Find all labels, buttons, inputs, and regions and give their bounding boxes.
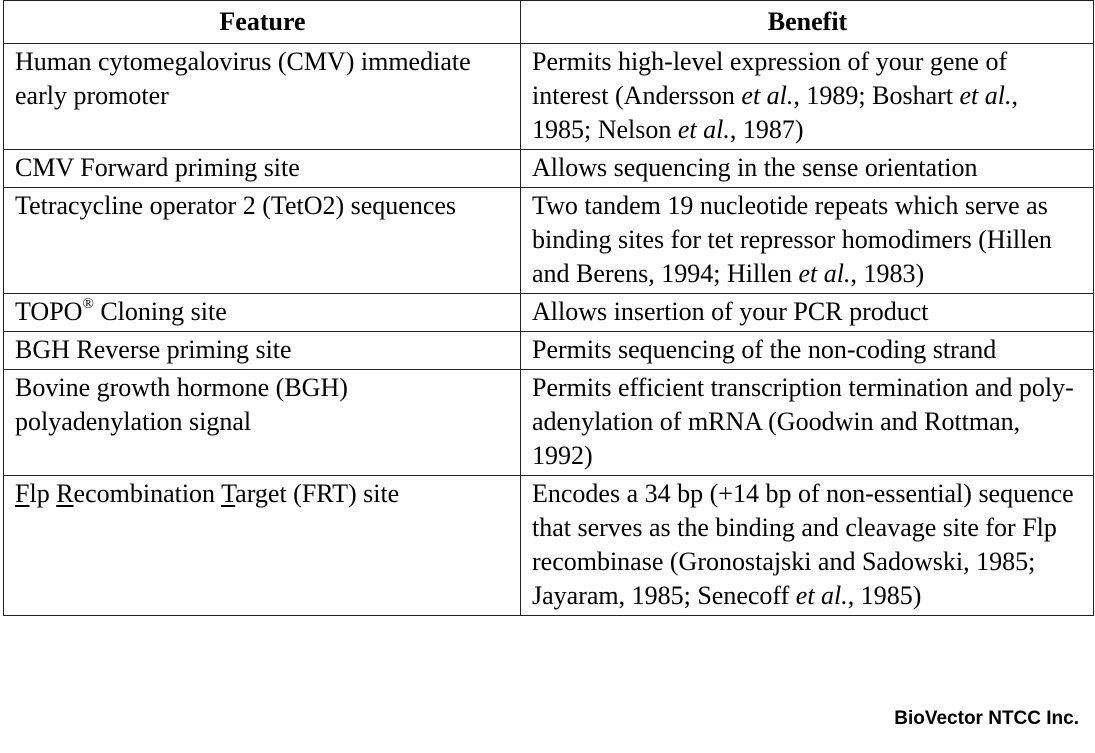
feature-benefit-table (3, 0, 1094, 616)
benefit-cell (521, 150, 1094, 188)
table-row (4, 150, 1094, 188)
table-row (4, 188, 1094, 294)
watermark-label: BioVector NTCC Inc. (888, 708, 1079, 730)
feature-text: arget (FRT) site (235, 479, 400, 508)
benefit-text: , 1983) (850, 259, 925, 288)
feature-text: TOPO (15, 297, 83, 326)
benefit-text: Allows insertion of your PCR product (532, 297, 929, 326)
feature-text: BGH Reverse priming site (15, 335, 292, 364)
feature-cell (4, 370, 521, 476)
feature-text: lp (29, 479, 57, 508)
table-row (4, 476, 1094, 616)
feature-cell (4, 188, 521, 294)
benefit-text: , 1985; Nelson (532, 81, 1019, 144)
feature-text: Bovine growth hormone (BGH) polyadenylation signal (15, 373, 348, 436)
table-row (4, 294, 1094, 332)
header-benefit: Benefit (521, 1, 1094, 44)
feature-underlined: R (56, 479, 74, 508)
feature-text: Tetracycline operator 2 (TetO2) sequences (15, 191, 457, 220)
benefit-cell (521, 294, 1094, 332)
benefit-cell (521, 44, 1094, 150)
feature-text: Human cytomegalovirus (CMV) immediate early promoter (15, 47, 471, 110)
feature-cell (4, 44, 521, 150)
table-row (4, 332, 1094, 370)
benefit-italic: et al. (795, 581, 848, 610)
feature-text: Cloning site (93, 297, 227, 326)
benefit-cell (521, 332, 1094, 370)
feature-underlined: T (221, 479, 236, 508)
benefit-text: , 1987) (729, 115, 804, 144)
feature-cell (4, 294, 521, 332)
table-row (4, 44, 1094, 150)
benefit-cell (521, 370, 1094, 476)
benefit-text: Permits sequencing of the non-coding strand (532, 335, 997, 364)
benefit-cell (521, 476, 1094, 616)
benefit-italic: et al. (741, 81, 794, 110)
benefit-text: , 1989; Boshart (793, 81, 960, 110)
feature-cell (4, 332, 521, 370)
feature-text: CMV Forward priming site (15, 153, 300, 182)
benefit-italic: et al. (798, 259, 851, 288)
table-header-row (4, 1, 1094, 44)
benefit-text: Permits efficient transcription termination and poly-adenylation of mRNA (Goodwin and Rottman, 1992) (532, 373, 1074, 470)
benefit-text: Encodes a 34 bp (+14 bp of non-essential) sequence that serves as the binding and cleavage site for Flp recombinase (Gronostajski and Sadowski, 1985; Jayaram, 1985; Senecoff (532, 479, 1074, 610)
benefit-text: Allows sequencing in the sense orientation (532, 153, 978, 182)
benefit-italic: et al. (959, 81, 1012, 110)
feature-underlined: F (15, 479, 30, 508)
feature-text: ecombination (73, 479, 222, 508)
table-row (4, 370, 1094, 476)
benefit-text: Two tandem 19 nucleotide repeats which serve as binding sites for tet repressor homodimers (Hillen and Berens, 1994; Hillen (532, 191, 1052, 288)
benefit-text: , 1985) (847, 581, 922, 610)
benefit-italic: et al. (677, 115, 730, 144)
registered-mark: ® (82, 296, 94, 312)
benefit-cell (521, 188, 1094, 294)
benefit-text: Permits high-level expression of your gene of interest (Andersson (532, 47, 1008, 110)
header-feature: Feature (4, 1, 521, 44)
feature-cell (4, 150, 521, 188)
feature-cell (4, 476, 521, 616)
